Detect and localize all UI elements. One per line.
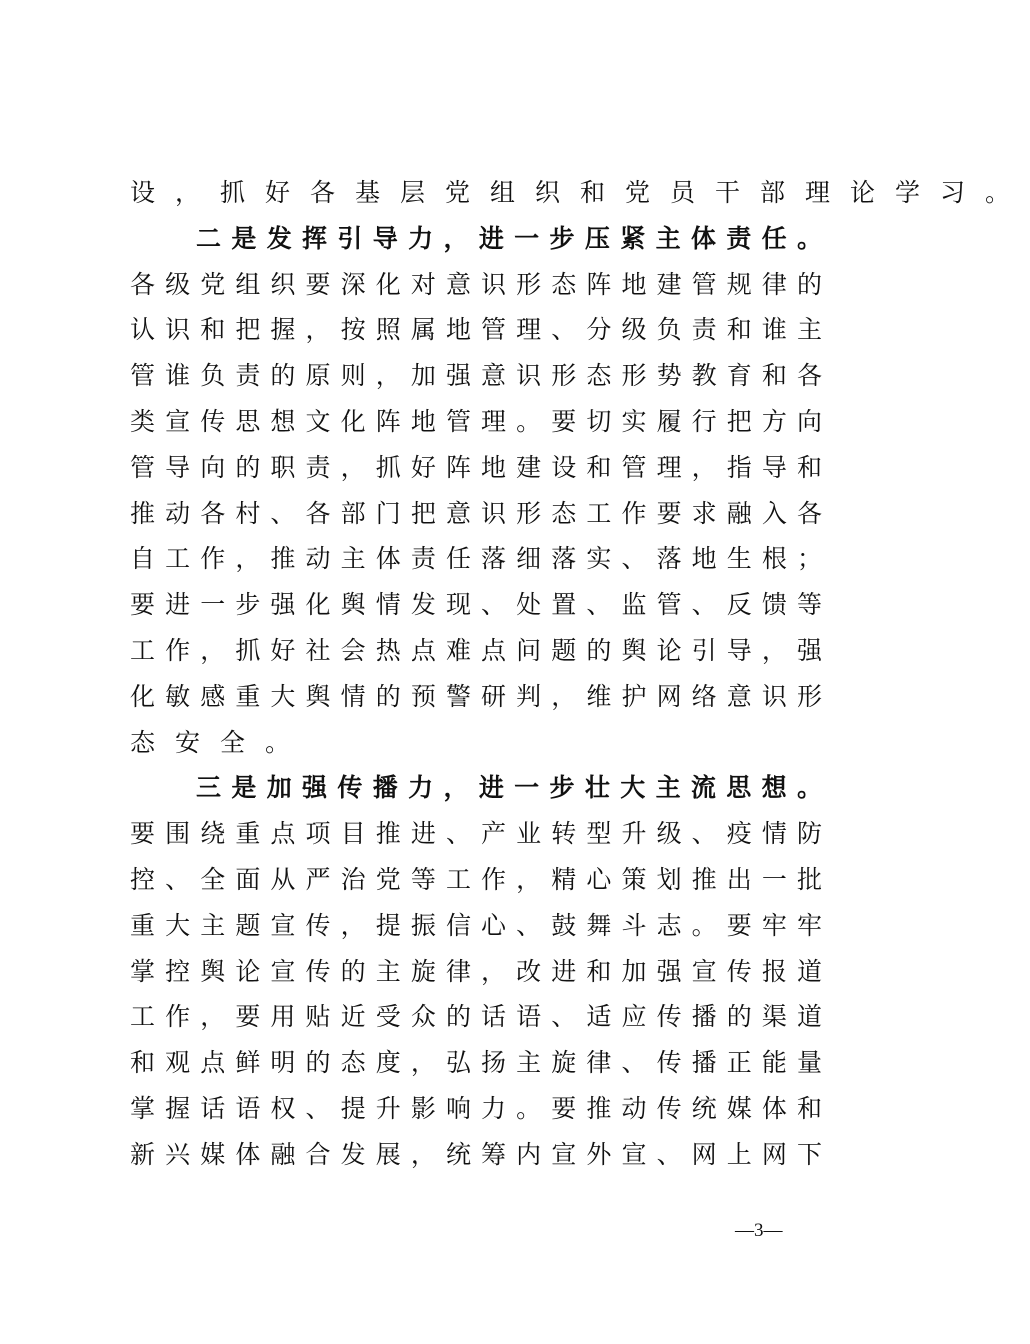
section-heading-3: 三是加强传播力，进一步壮大主流思想。 bbox=[196, 773, 822, 803]
text-line: 工作，抓好社会热点难点问题的舆论引导，强 bbox=[130, 635, 822, 665]
text-line: 要进一步强化舆情发现、处置、监管、反馈等 bbox=[130, 590, 822, 620]
text-line: 重大主题宣传，提振信心、鼓舞斗志。要牢牢 bbox=[130, 910, 822, 940]
body-text bbox=[130, 170, 1030, 1178]
text-line: 态安全。 bbox=[130, 727, 311, 757]
text-line: 管导向的职责，抓好阵地建设和管理，指导和 bbox=[130, 452, 822, 482]
text-line: 控、全面从严治党等工作，精心策划推出一批 bbox=[130, 864, 822, 894]
text-line: 和观点鲜明的态度，弘扬主旋律、传播正能量 bbox=[130, 1048, 822, 1078]
text-line: 新兴媒体融合发展，统筹内宣外宣、网上网下 bbox=[130, 1139, 822, 1169]
text-line: 管谁负责的原则，加强意识形态形势教育和各 bbox=[130, 361, 822, 391]
text-line: 认识和把握，按照属地管理、分级负责和谁主 bbox=[130, 315, 822, 345]
text-line: 工作，要用贴近受众的话语、适应传播的渠道 bbox=[130, 1002, 822, 1032]
text-line: 自工作，推动主体责任落细落实、落地生根； bbox=[130, 544, 822, 574]
text-line: 类宣传思想文化阵地管理。要切实履行把方向 bbox=[130, 406, 822, 436]
text-line: 设，抓好各基层党组织和党员干部理论学习。 bbox=[130, 178, 1030, 207]
text-line: 推动各村、各部门把意识形态工作要求融入各 bbox=[130, 498, 822, 528]
page-number: —3— bbox=[735, 1220, 783, 1241]
text-line: 化敏感重大舆情的预警研判，维护网络意识形 bbox=[130, 681, 822, 711]
text-line: 要围绕重点项目推进、产业转型升级、疫情防 bbox=[130, 819, 822, 849]
section-heading-2: 二是发挥引导力，进一步压紧主体责任。 bbox=[196, 223, 822, 253]
text-line: 各级党组织要深化对意识形态阵地建管规律的 bbox=[130, 269, 822, 299]
text-line: 掌握话语权、提升影响力。要推动传统媒体和 bbox=[130, 1093, 822, 1123]
text-line: 掌控舆论宣传的主旋律，改进和加强宣传报道 bbox=[130, 956, 822, 986]
